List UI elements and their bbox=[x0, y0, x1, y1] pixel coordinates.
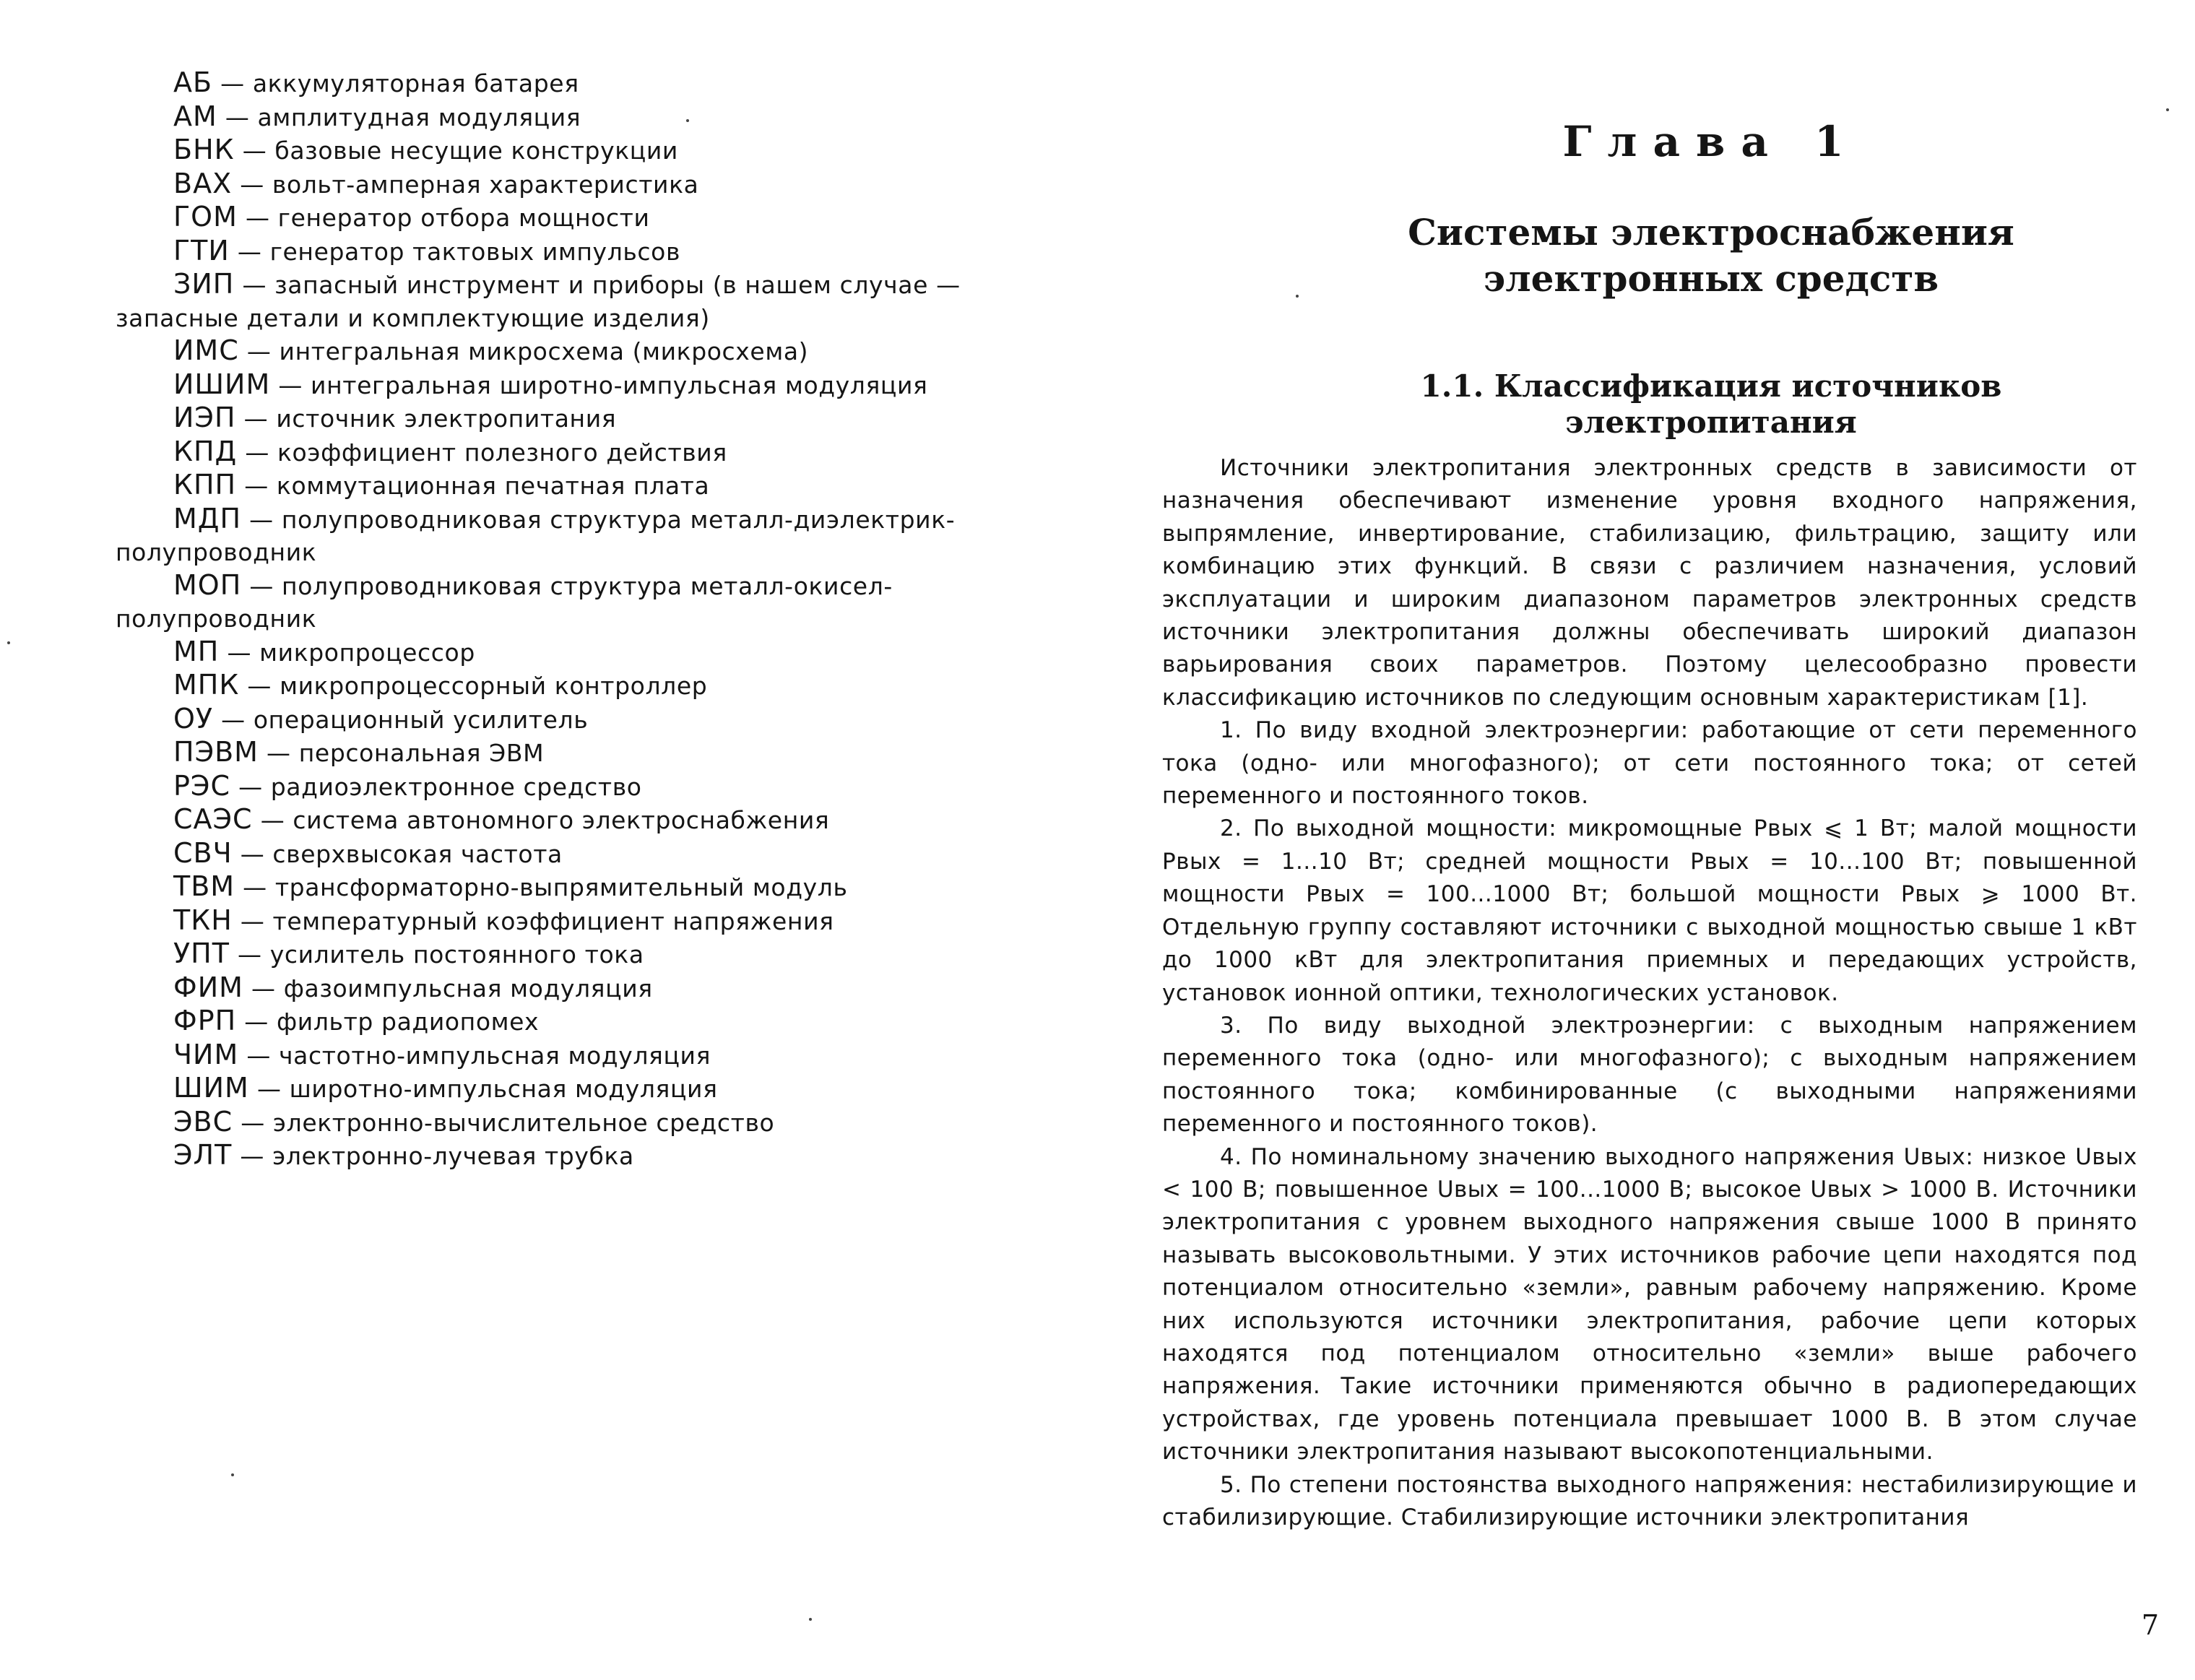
paragraph: 3. По виду выходной электроэнергии: с выходным напряжением переменного тока (одно- или многофазного); с выходным напряжением постоянного тока; комбинированные (с выходными напряжениями переменного и постоянного токов). bbox=[1162, 1012, 2137, 1138]
abbreviation-list bbox=[116, 66, 1076, 1173]
body-text bbox=[1162, 452, 2137, 1534]
list-item: ЭВС — электронно-вычислительное средство bbox=[173, 1105, 775, 1138]
list-item: УПТ — усилитель постоянного тока bbox=[173, 938, 644, 969]
paragraph: 4. По номинальному значению выходного напряжения Uвых: низкое Uвых < 100 В; повышенное Uвых = 100...1000 В; высокое Uвых > 1000 В. Источники электропитания с уровнем выходного напряжения свыше 1000 В принято называть высоковольтными. У этих источников рабочие цепи находятся под потенциалом относительно «земли», равным рабочему напряжению. Кроме них используются источники электропитания, рабочие цепи которых находятся под потенциалом относительно «земли» выше рабочего напряжения. Такие источники применяются обычно в радиопередающих устройствах, где уровень потенциала превышает 1000 В. В этом случае источники электропитания называют высокопотенциальными. bbox=[1162, 1143, 2137, 1465]
list-item: МПК — микропроцессорный контроллер bbox=[173, 669, 708, 701]
list-item: ГОМ — генератор отбора мощности bbox=[173, 201, 650, 233]
chapter-label: Глава 1 bbox=[1562, 117, 1860, 166]
list-item: СВЧ — сверхвысокая частота bbox=[173, 836, 563, 869]
scan-speck bbox=[1296, 295, 1299, 298]
list-item: АБ — аккумуляторная батарея bbox=[173, 66, 579, 98]
paragraph: 2. По выходной мощности: микромощные Pвых ⩽ 1 Вт; малой мощности Pвых = 1...10 Вт; средней мощности Pвых = 10...100 Вт; повышенной мощности Pвых = 100...1000 Вт; большой мощности Pвых ⩾ 1000 Вт. Отдельную группу составляют источники с выходной мощностью свыше 1 кВт до 1000 кВт для электропитания приемных и передающих устройств, установок ионной оптики, технологических установок. bbox=[1162, 815, 2137, 1006]
page-number: 7 bbox=[2141, 1609, 2159, 1641]
section-title-line-2: электропитания bbox=[1565, 404, 1857, 440]
list-item: ИЭП — источник электропитания bbox=[173, 402, 617, 433]
list-item: АМ — амплитудная модуляция bbox=[173, 100, 581, 132]
list-item: ШИМ — широтно-импульсная модуляция bbox=[173, 1072, 718, 1104]
right-page bbox=[1097, 0, 2195, 1680]
scan-speck bbox=[231, 1473, 234, 1476]
list-item: ЭЛТ — электронно-лучевая трубка bbox=[173, 1139, 634, 1171]
list-item: МДП — полупроводниковая структура металл-диэлектрик-полупроводник bbox=[116, 502, 956, 566]
list-item: ТКН — температурный коэффициент напряжения bbox=[173, 904, 834, 936]
list-item: ЗИП — запасный инструмент и приборы (в нашем случае — запасные детали и комплектующие изделия) bbox=[116, 268, 961, 332]
list-item: ЧИМ — частотно-импульсная модуляция bbox=[173, 1038, 711, 1070]
list-item: ФИМ — фазоимпульсная модуляция bbox=[173, 971, 653, 1003]
paragraph: 5. По степени постоянства выходного напряжения: нестабилизирующие и стабилизирующие. Стабилизирующие источники электропитания bbox=[1162, 1471, 2137, 1530]
section-title-line-1: 1.1. Классификация источников bbox=[1420, 368, 2002, 404]
list-item: САЭС — система автономного электроснабжения bbox=[173, 803, 830, 835]
list-item: МОП — полупроводниковая структура металл-окисел-полупроводник bbox=[116, 568, 893, 633]
list-item: ФРП — фильтр радиопомех bbox=[173, 1005, 540, 1036]
list-item: КПД — коэффициент полезного действия bbox=[173, 435, 727, 467]
list-item: ГТИ — генератор тактовых импульсов bbox=[173, 234, 681, 267]
chapter-title-line-1: Системы электроснабжения bbox=[1408, 211, 2014, 254]
list-item: ВАХ — вольт-амперная характеристика bbox=[173, 167, 699, 199]
list-item: БНК — базовые несущие конструкции bbox=[173, 134, 678, 165]
list-item: РЭС — радиоэлектронное средство bbox=[173, 769, 642, 802]
list-item: ИШИМ — интегральная широтно-импульсная модуляция bbox=[173, 368, 928, 400]
paragraph: 1. По виду входной электроэнергии: работающие от сети переменного тока (одно- или многофазного); от сети постоянного тока; от сетей переменного и постоянного токов. bbox=[1162, 717, 2137, 810]
chapter-title-line-2: электронных средств bbox=[1483, 257, 1939, 300]
scan-speck bbox=[2166, 108, 2169, 111]
left-page bbox=[0, 0, 1097, 1680]
list-item: ТВМ — трансформаторно-выпрямительный модуль bbox=[173, 870, 848, 902]
scan-speck bbox=[809, 1618, 812, 1621]
scan-speck bbox=[686, 119, 689, 122]
section-title bbox=[1097, 368, 2195, 441]
scan-speck bbox=[7, 641, 10, 644]
list-item: ИМС — интегральная микросхема (микросхема) bbox=[173, 334, 809, 366]
paragraph: Источники электропитания электронных средств в зависимости от назначения обеспечивают изменение уровня входного напряжения, выпрямление, инвертирование, стабилизацию, фильтрацию, защиту или комбинацию этих функций. В связи с различием назначения, условий эксплуатации и широким диапазоном параметров электронных средств источники электропитания должны обеспечивать широкий диапазон варьирования своих параметров. Поэтому целесообразно провести классификацию источников по следующим основным характеристикам [1]. bbox=[1162, 455, 2137, 711]
list-item: ПЭВМ — персональная ЭВМ bbox=[173, 736, 545, 768]
list-item: КПП — коммутационная печатная плата bbox=[173, 469, 710, 501]
list-item: ОУ — операционный усилитель bbox=[173, 702, 589, 735]
chapter-title bbox=[1097, 209, 2195, 302]
list-item: МП — микропроцессор bbox=[173, 635, 475, 667]
